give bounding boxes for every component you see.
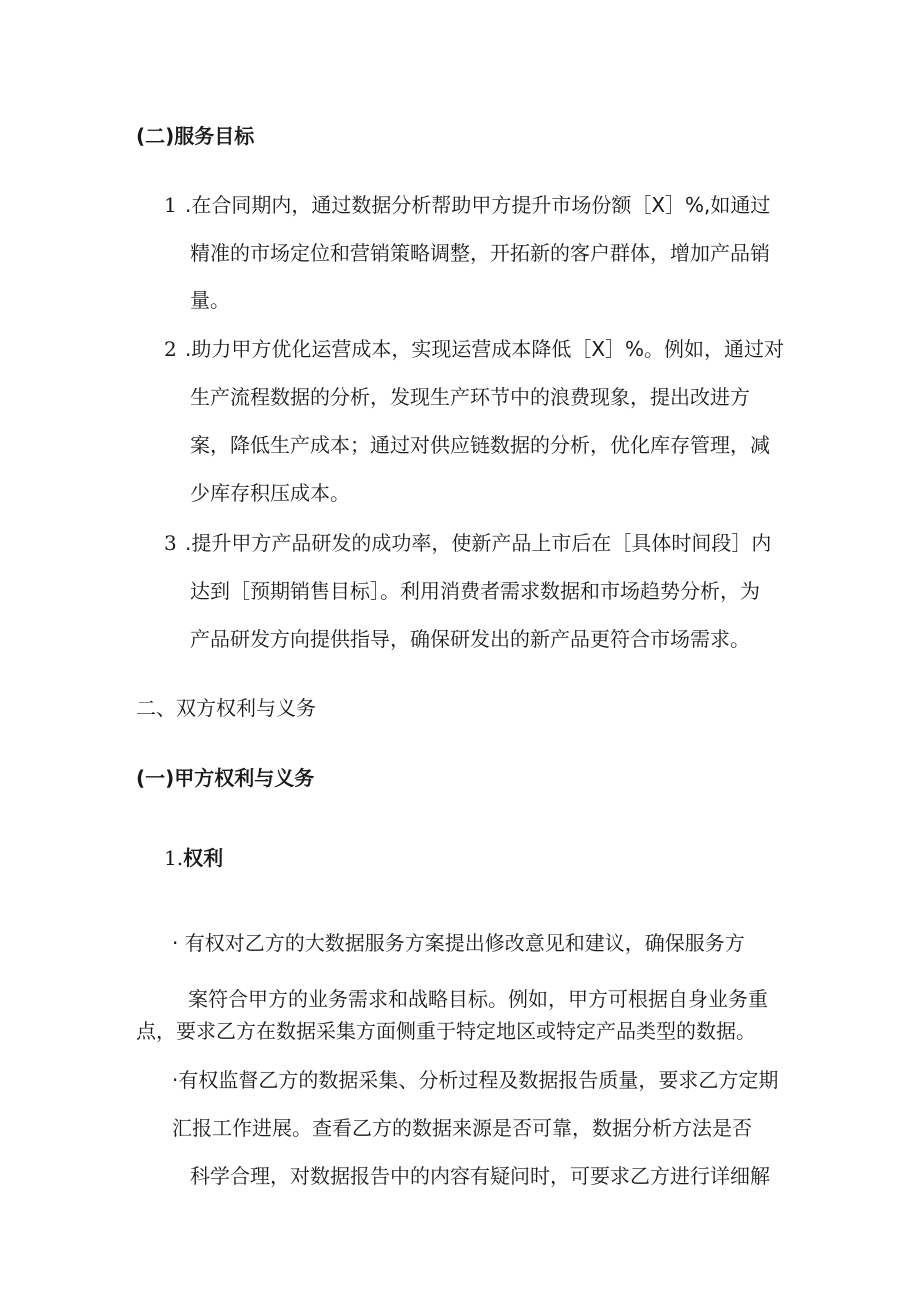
- rights-para-1-line-2: 案符合甲方的业务需求和战略目标。例如，甲方可根据自身业务重: [188, 987, 768, 1011]
- goal-3-line-1: .提升甲方产品研发的成功率，使新产品上市后在［具体时间段］内: [185, 531, 772, 555]
- rights-para-1-line-1: · 有权对乙方的大数据服务方案提出修改意见和建议，确保服务方: [172, 931, 745, 955]
- goal-1-line-1: .在合同期内，通过数据分析帮助甲方提升市场份额［X］%,如通过: [185, 193, 771, 217]
- rights-para-1-line-3: 点，要求乙方在数据采集方面侧重于特定地区或特定产品类型的数据。: [136, 1019, 756, 1043]
- goal-1-number: 1: [164, 193, 177, 217]
- rights-para-2-line-3: 科学合理，对数据报告中的内容有疑问时，可要求乙方进行详细解: [190, 1164, 770, 1188]
- rights-para-2-line-2: 汇报工作进展。查看乙方的数据来源是否可靠，数据分析方法是否: [172, 1116, 752, 1140]
- goal-2-line-1: .助力甲方优化运营成本，实现运营成本降低［X］%。例如，通过对: [185, 337, 785, 361]
- goal-3-line-3: 产品研发方向提供指导，确保研发出的新产品更符合市场需求。: [190, 627, 750, 651]
- section-heading-service-goals: (二)服务目标: [136, 124, 255, 148]
- goal-2-line-3: 案，降低生产成本；通过对供应链数据的分析，优化库存管理，减: [190, 433, 770, 457]
- goal-2-line-2: 生产流程数据的分析，发现生产环节中的浪费现象，提出改进方: [190, 385, 750, 409]
- rights-heading-number: 1.: [164, 846, 184, 870]
- chapter-heading-rights-obligations: 二、双方权利与义务: [136, 696, 316, 720]
- goal-3-number: 3: [164, 531, 177, 555]
- goal-2-number: 2: [164, 337, 177, 361]
- goal-1-line-2: 精准的市场定位和营销策略调整，开拓新的客户群体，增加产品销: [190, 241, 770, 265]
- rights-heading-text: 权利: [183, 846, 224, 870]
- subsection-heading-rights: [164, 845, 223, 871]
- section-heading-party-a: (一)甲方权利与义务: [136, 766, 315, 790]
- goal-3-line-2: 达到［预期销售目标］。利用消费者需求数据和市场趋势分析，为: [190, 579, 760, 603]
- rights-para-2-line-1: ·有权监督乙方的数据采集、分析过程及数据报告质量，要求乙方定期: [172, 1068, 779, 1092]
- goal-2-line-4: 少库存积压成本。: [190, 481, 350, 505]
- goal-1-line-3: 量。: [190, 288, 230, 312]
